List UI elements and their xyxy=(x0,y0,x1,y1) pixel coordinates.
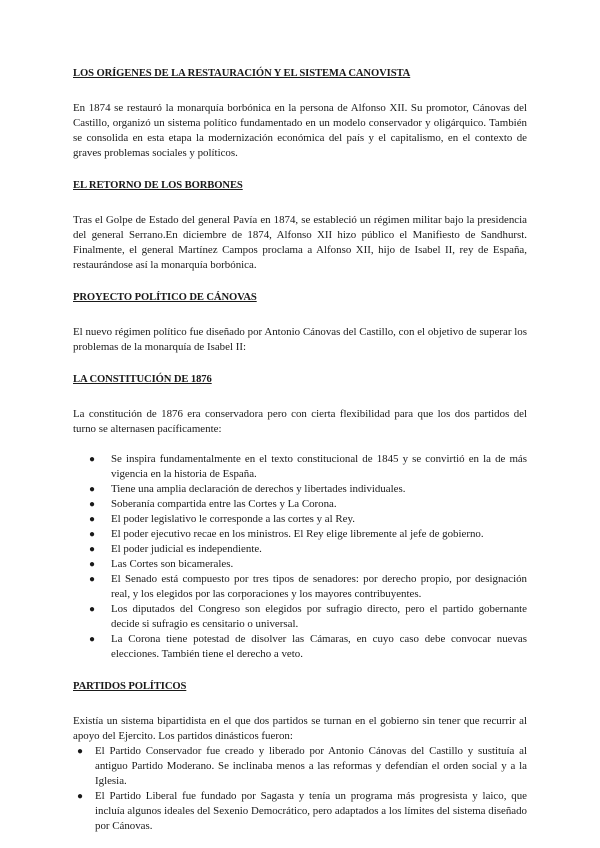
section-heading-proyecto: PROYECTO POLÍTICO DE CÁNOVAS xyxy=(73,292,257,303)
list-item: ● El Partido Liberal fue fundado por Sagasta y tenía un programa más progresista y laico, que incluía algunos ideales del Sexenio Democrático, pero adaptados a los límites del sistema diseñado por Cánovas. xyxy=(77,790,527,832)
list-item: ● Tiene una amplia declaración de derechos y libertades individuales. xyxy=(89,483,406,495)
bullet-icon: ● xyxy=(89,499,96,510)
partidos-bullet-list xyxy=(73,744,527,834)
document-page xyxy=(73,66,527,834)
bullet-icon: ● xyxy=(89,544,96,555)
section-heading-constitucion: LA CONSTITUCIÓN DE 1876 xyxy=(73,374,212,385)
section-heading-partidos: PARTIDOS POLÍTICOS xyxy=(73,681,187,692)
list-item: ● La Corona tiene potestad de disolver las Cámaras, en cuyo caso debe convocar nuevas elecciones. También tiene el derecho a veto. xyxy=(89,633,527,660)
bullet-icon: ● xyxy=(89,454,96,465)
bullet-icon: ● xyxy=(89,514,96,525)
section-paragraph-proyecto: El nuevo régimen político fue diseñado por Antonio Cánovas del Castillo, con el objetivo de superar los problemas de la monarquía de Isabel II: xyxy=(73,326,527,353)
list-item: ● Se inspira fundamentalmente en el texto constitucional de 1845 y se convirtió en la de más vigencia en la historia de España. xyxy=(89,453,527,480)
list-item: ● Las Cortes son bicamerales. xyxy=(89,558,234,570)
bullet-icon: ● xyxy=(89,604,96,615)
bullet-icon: ● xyxy=(89,484,96,495)
bullet-icon: ● xyxy=(89,529,96,540)
list-item: ● Soberanía compartida entre las Cortes y La Corona. xyxy=(89,498,337,510)
list-item: ● Los diputados del Congreso son elegidos por sufragio directo, pero el partido gobernante decide si sufragio es censitario o universal. xyxy=(89,603,527,630)
bullet-icon: ● xyxy=(77,746,84,757)
list-item: ● El poder judicial es independiente. xyxy=(89,543,262,555)
bullet-icon: ● xyxy=(77,791,84,802)
bullet-icon: ● xyxy=(89,574,96,585)
section-heading-retorno: EL RETORNO DE LOS BORBONES xyxy=(73,180,243,191)
bullet-icon: ● xyxy=(89,634,96,645)
section-paragraph-origenes: En 1874 se restauró la monarquía borbónica en la persona de Alfonso XII. Su promotor, Cánovas del Castillo, organizó un sistema político fundamentado en un modelo conservador y oligárquico. También se consolida en esta etapa la modernización económica del país y el capitalismo, en el contexto de graves problemas sociales y políticos. xyxy=(73,102,527,159)
section-paragraph-partidos: Existía un sistema bipartidista en el que dos partidos se turnan en el gobierno sin tener que recurrir al apoyo del Ejercito. Los partidos dinásticos fueron: xyxy=(73,715,527,742)
constitucion-bullet-list xyxy=(73,452,527,662)
section-paragraph-constitucion: La constitución de 1876 era conservadora pero con cierta flexibilidad para que los dos partidos del turno se alternasen pacíficamente: xyxy=(73,408,527,435)
section-heading-origenes: LOS ORÍGENES DE LA RESTAURACIÓN Y EL SISTEMA CANOVISTA xyxy=(73,68,411,79)
section-paragraph-retorno: Tras el Golpe de Estado del general Pavía en 1874, se estableció un régimen militar bajo la presidencia del general Serrano.En diciembre de 1874, Alfonso XII hizo público el Manifiesto de Sandhurst. Finalmente, el general Martínez Campos proclama a Alfonso XII, hijo de Isabel II, rey de España, restaurándose así la monarquía borbónica. xyxy=(73,214,527,271)
bullet-icon: ● xyxy=(89,559,96,570)
list-item: ● El Partido Conservador fue creado y liberado por Antonio Cánovas del Castillo y sustituía al antiguo Partido Moderano. Se inclinaba menos a las reformas y defendían el orden social y a la Iglesia. xyxy=(77,745,527,787)
list-item: ● El poder ejecutivo recae en los ministros. El Rey elige libremente al jefe de gobierno. xyxy=(89,528,484,540)
list-item: ● El poder legislativo le corresponde a las cortes y al Rey. xyxy=(89,513,355,525)
list-item: ● El Senado está compuesto por tres tipos de senadores: por derecho propio, por designación real, y los elegidos por las corporaciones y los mayores contribuyentes. xyxy=(89,573,527,600)
